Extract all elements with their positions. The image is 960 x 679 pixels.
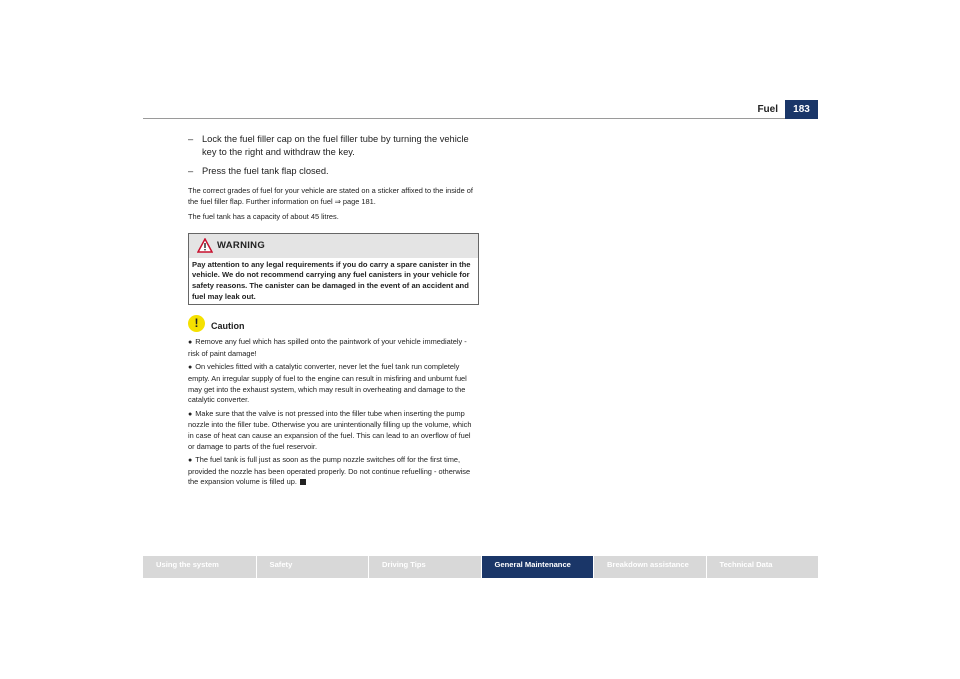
page-number: 183 (785, 100, 818, 119)
warning-triangle-icon (197, 238, 213, 253)
caution-list-item (188, 337, 478, 359)
warning-header (189, 234, 478, 258)
caution-header (188, 315, 478, 337)
tab-technical-data[interactable]: Technical Data (706, 556, 819, 578)
caution-item-text: On vehicles fitted with a catalytic converter, never let the fuel tank run completely empty. An irregular supply of fuel to the engine can result in misfiring and unburnt fuel may get into the exhaust system, which may result in overheating and damage to the catalytic converter. (188, 362, 467, 405)
step-text: Lock the fuel filler cap on the fuel filler tube by turning the vehicle key to the right and withdraw the key. (202, 134, 469, 157)
caution-list-item (188, 362, 478, 405)
header-rule (143, 118, 818, 119)
tab-general-maintenance[interactable]: General Maintenance (481, 556, 594, 578)
tank-capacity-paragraph: The fuel tank has a capacity of about 45 litres. (188, 212, 339, 222)
main-content (188, 133, 478, 491)
caution-item-text: Make sure that the valve is not pressed into the filler tube when inserting the pump nozzle into the filler tube. Otherwise you are unintentionally filling up the volume, which in case of heat can cause an expansion of the fuel. This can lead to an overflow of fuel or damage to parts of the fuel reservoir. (188, 408, 472, 451)
warning-title: WARNING (217, 239, 266, 251)
bullet-icon: ● (188, 410, 193, 418)
tab-safety[interactable]: Safety (256, 556, 369, 578)
caution-list-item (188, 455, 478, 488)
tab-driving-tips[interactable]: Driving Tips (368, 556, 481, 578)
end-of-section-icon (300, 479, 306, 485)
warning-box (188, 233, 479, 305)
step-dash: – (188, 166, 194, 176)
step-text: Press the fuel tank flap closed. (202, 166, 329, 176)
chapter-tab-bar (143, 556, 818, 578)
tab-breakdown-assistance[interactable]: Breakdown assistance (593, 556, 706, 578)
warning-text: Pay attention to any legal requirements if you do carry a spare canister in the vehicle. We do not recommend carrying any fuel canisters in your vehicle for safety reasons. The canister can be damaged in the event of an accident and fuel may leak out. (192, 259, 471, 301)
bullet-icon: ● (188, 364, 193, 372)
caution-item-text: The fuel tank is full just as soon as the pump nozzle switches off for the first time, provided the nozzle has been operated properly. Do not continue refuelling - otherwise the expansion volume is filled up. (188, 455, 471, 487)
instruction-step (188, 165, 478, 178)
bullet-icon: ● (188, 457, 193, 465)
caution-list-item (188, 409, 478, 452)
step-dash: – (188, 134, 194, 144)
page-section-title: Fuel (757, 104, 778, 115)
instruction-step (188, 133, 478, 159)
caution-title: Caution (211, 321, 245, 332)
caution-exclamation-icon: ! (188, 315, 205, 332)
tab-using-the-system[interactable]: Using the system (143, 556, 256, 578)
bullet-icon: ● (188, 339, 193, 347)
fuel-grade-paragraph: The correct grades of fuel for your vehicle are stated on a sticker affixed to the inside of the fuel filler flap. Further information on fuel ⇒ page 181. (188, 186, 473, 206)
caution-item-text: Remove any fuel which has spilled onto the paintwork of your vehicle immediately - risk of paint damage! (188, 337, 467, 358)
